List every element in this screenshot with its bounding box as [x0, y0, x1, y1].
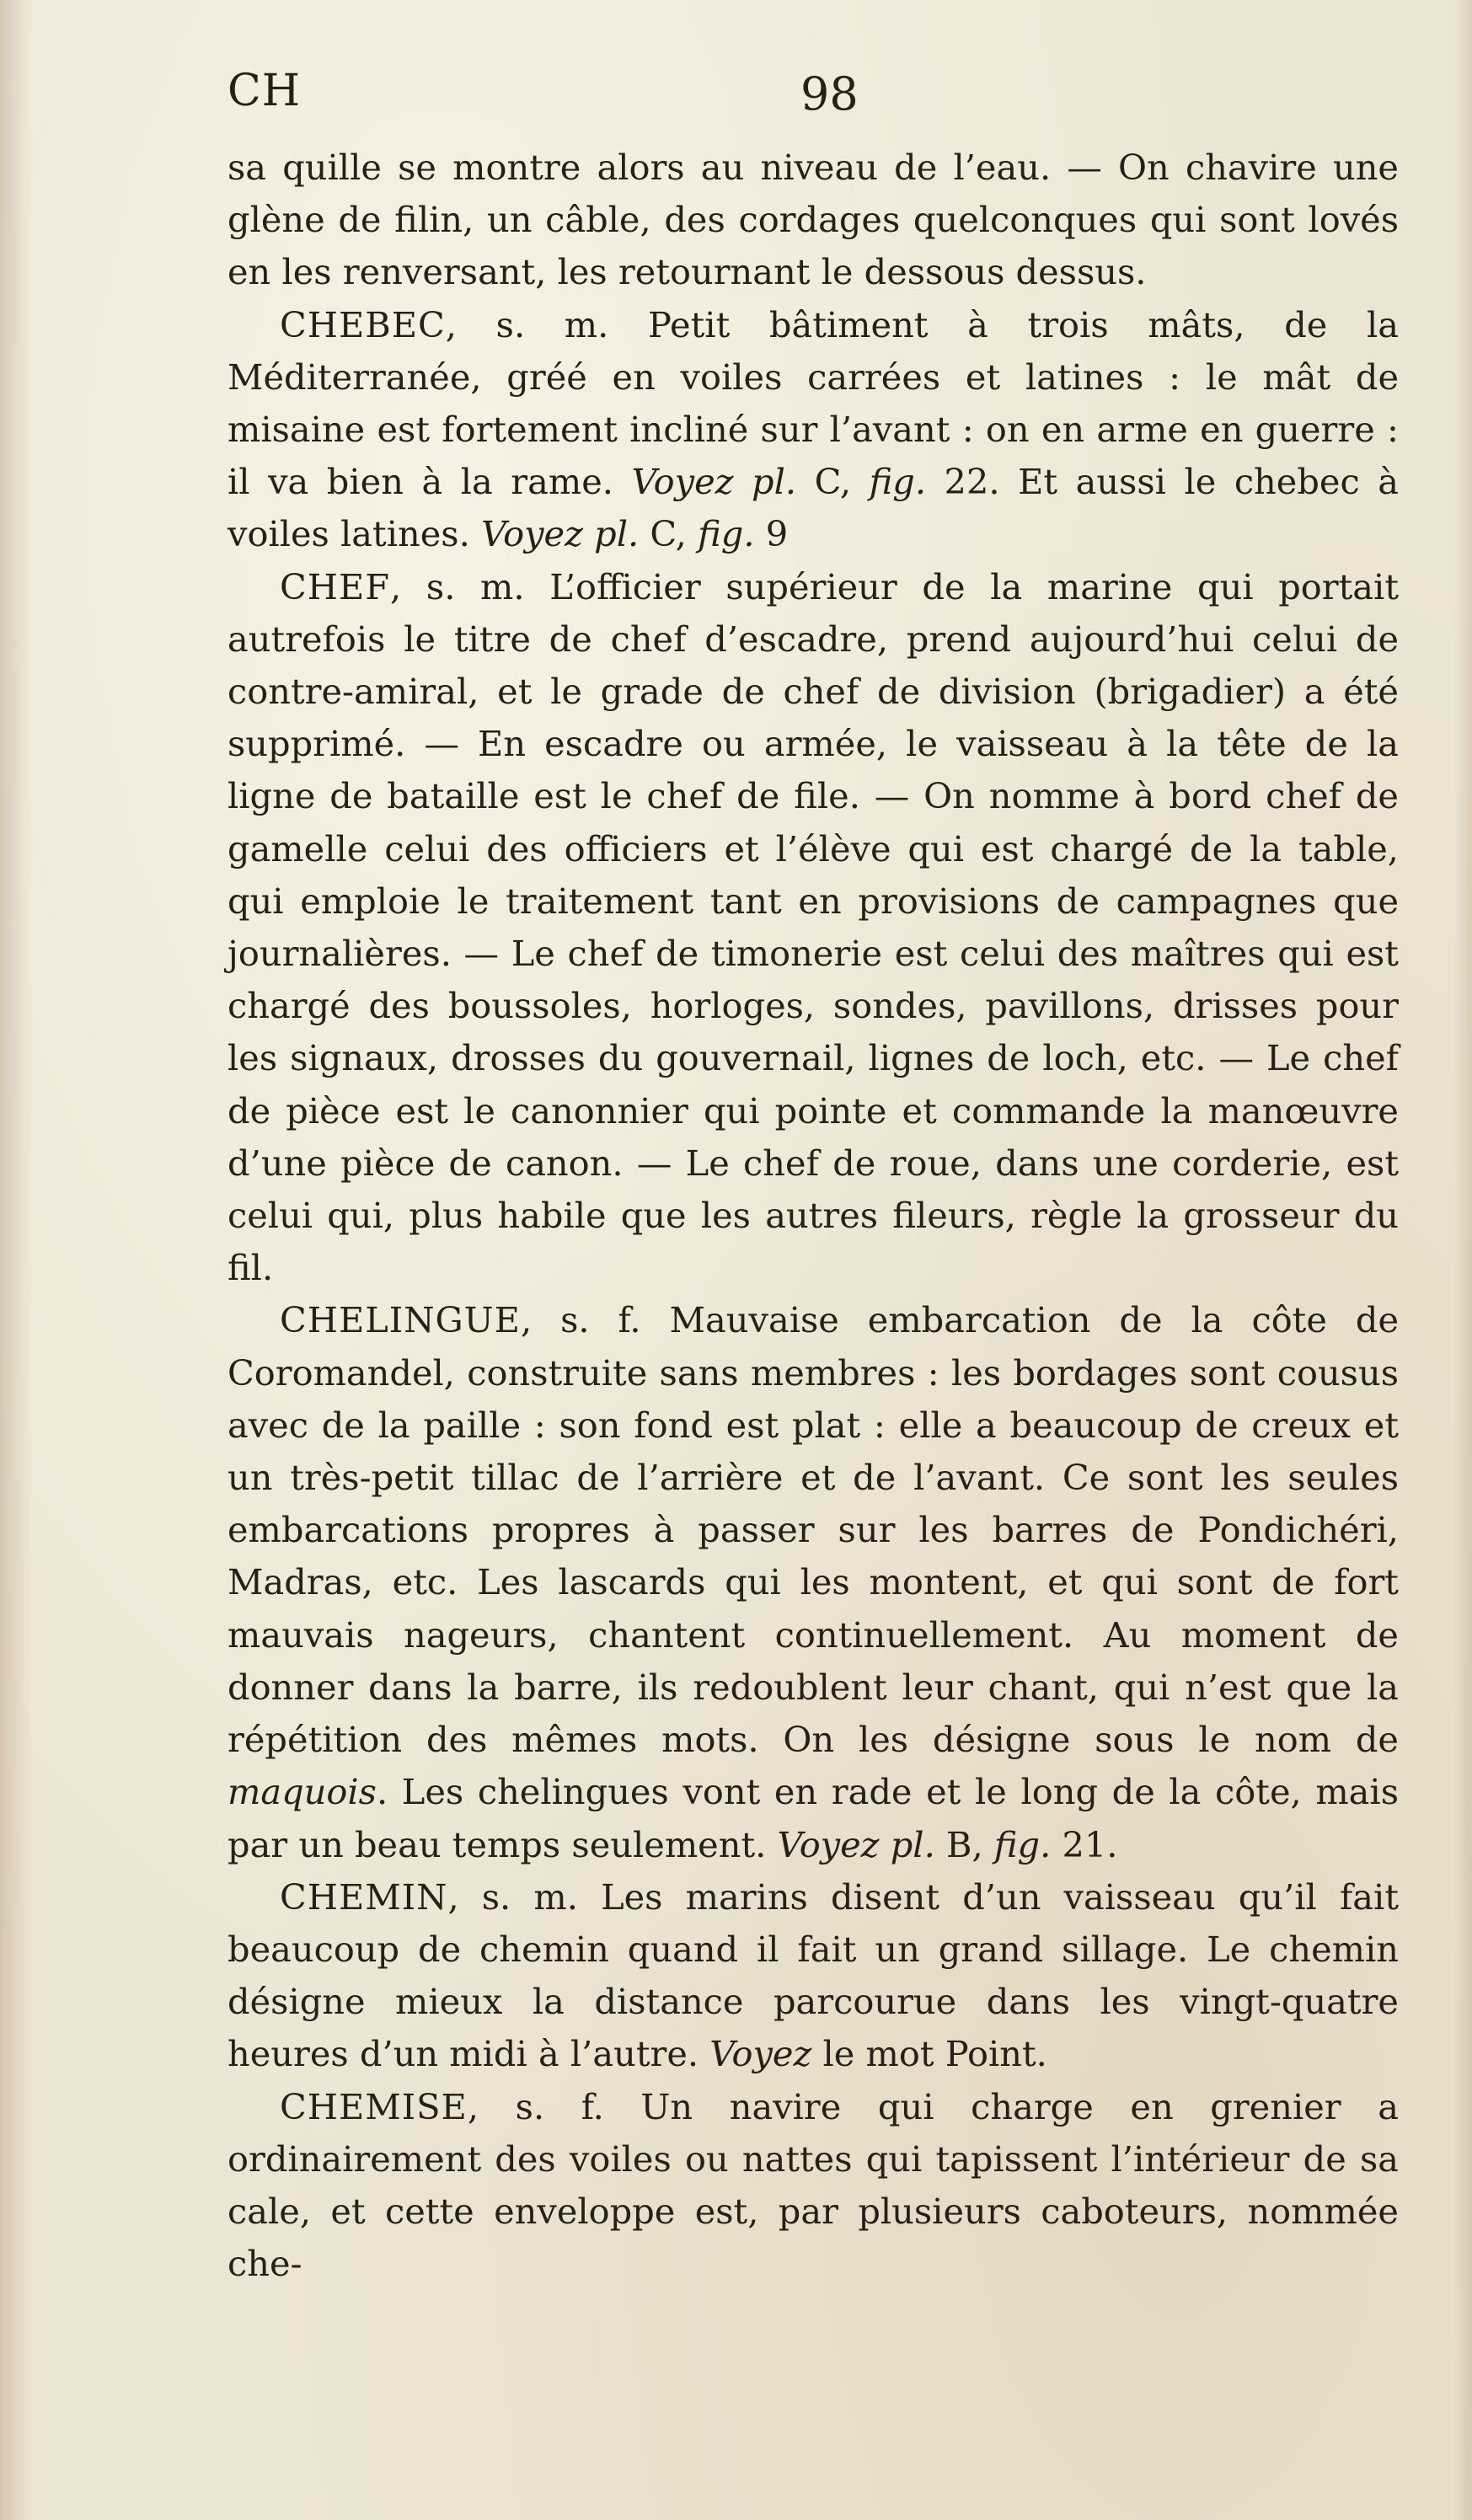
- text-segment: sa quille se montre alors au niveau de l’eau. — On chavire une glène de filin, un câble, des cordages quelconques qui sont lovés en les renversant, les retournant le dessous dessus.: [227, 147, 1399, 293]
- italic-text: maquois: [227, 1771, 377, 1813]
- text-segment: , s. m. Les marins disent d’un vaisseau qu’il fait beaucoup de chemin quand il fait un grand sillage. Le chemin désigne mieux la distance parcourue dans les vingt-quatre heures d’un midi à l’autre.: [227, 1875, 1399, 2075]
- page-number: 98: [800, 67, 859, 120]
- text-segment: . Les chelingues vont en rade et le long de la côte, mais par un beau temps seulement.: [227, 1771, 1399, 1865]
- text-segment: 21.: [1051, 1823, 1118, 1865]
- text-segment: , s. f. Mauvaise embarcation de la côte de Coromandel, construite sans membres : les bordages sont cousus avec de la paille : son fond est plat : elle a beaucoup de creux et un très-petit tillac de l’arrière et de l’avant. Ce sont les seules embarcations propres à passer sur les barres de Pondichéri, Madras, etc. Les lascards qui les montent, et qui sont de fort mauvais nageurs, chantent continuellement. Au moment de donner dans la barre, ils redoublent leur chant, qui n’est que la répétition des mêmes mots. On les désigne sous le nom de: [227, 1299, 1399, 1761]
- italic-text: fig.: [698, 513, 755, 555]
- dictionary-entry: [227, 1294, 1399, 1870]
- text-body: [227, 142, 1399, 2290]
- dictionary-entry: [227, 2081, 1399, 2291]
- entry-headword: CHEBEC: [280, 303, 446, 345]
- text-segment: , s. m. Petit bâtiment à trois mâts, de la Méditerranée, gréé en voiles carrées et latines : le mât de misaine est fortement incliné sur l’avant : on en arme en guerre : il va bien à la rame.: [227, 303, 1399, 503]
- dictionary-entry: [227, 299, 1399, 561]
- text-segment: 22. Et aussi le chebec à voiles latines.: [227, 461, 1399, 555]
- entry-headword: CHEF: [280, 565, 391, 607]
- italic-text: Voyez pl.: [631, 461, 797, 503]
- entry-headword: CHEMIN: [280, 1875, 448, 1918]
- italic-text: Voyez pl.: [480, 513, 640, 555]
- text-segment: , s. m. L’officier supérieur de la marine qui portait autrefois le titre de chef d’escadre, prend aujourd’hui celui de contre-amiral, et le grade de chef de division (brigadier) a été supprimé. — En escadre ou armée, le vaisseau à la tête de la ligne de bataille est le chef de file. — On nomme à bord chef de gamelle celui des officiers et l’élève qui est chargé de la table, qui emploie le traitement tant en provisions de campagnes que journalières. — Le chef de timonerie est celui des maîtres qui est chargé des boussoles, horloges, sondes, pavillons, drisses pour les signaux, drosses du gouvernail, lignes de loch, etc. — Le chef de pièce est le canonnier qui pointe et commande la manœuvre d’une pièce de canon. — Le chef de roue, dans une corderie, est celui qui, plus habile que les autres fileurs, règle la grosseur du fil.: [227, 565, 1399, 1289]
- page-header: [227, 66, 1405, 133]
- text-segment: B,: [934, 1823, 994, 1865]
- entry-headword: CHEMISE: [280, 2085, 468, 2127]
- text-segment: , s. f. Un navire qui charge en grenier a ordinairement des voiles ou nattes qui tapissent l’intérieur de sa cale, et cette enveloppe est, par plusieurs caboteurs, nommée che-: [227, 2085, 1399, 2285]
- dictionary-entry: [227, 561, 1399, 1295]
- continued-paragraph: [227, 142, 1399, 299]
- text-segment: C,: [639, 513, 699, 555]
- italic-text: Voyez: [709, 2033, 812, 2075]
- italic-text: fig.: [993, 1823, 1052, 1865]
- text-segment: C,: [796, 461, 870, 503]
- text-segment: 9: [754, 513, 789, 555]
- italic-text: Voyez pl.: [777, 1823, 935, 1865]
- dictionary-entry: [227, 1871, 1399, 2081]
- running-head: CH: [227, 66, 302, 116]
- italic-text: fig.: [869, 461, 927, 503]
- entry-headword: CHELINGUE: [280, 1299, 521, 1341]
- text-segment: le mot Point.: [811, 2033, 1047, 2075]
